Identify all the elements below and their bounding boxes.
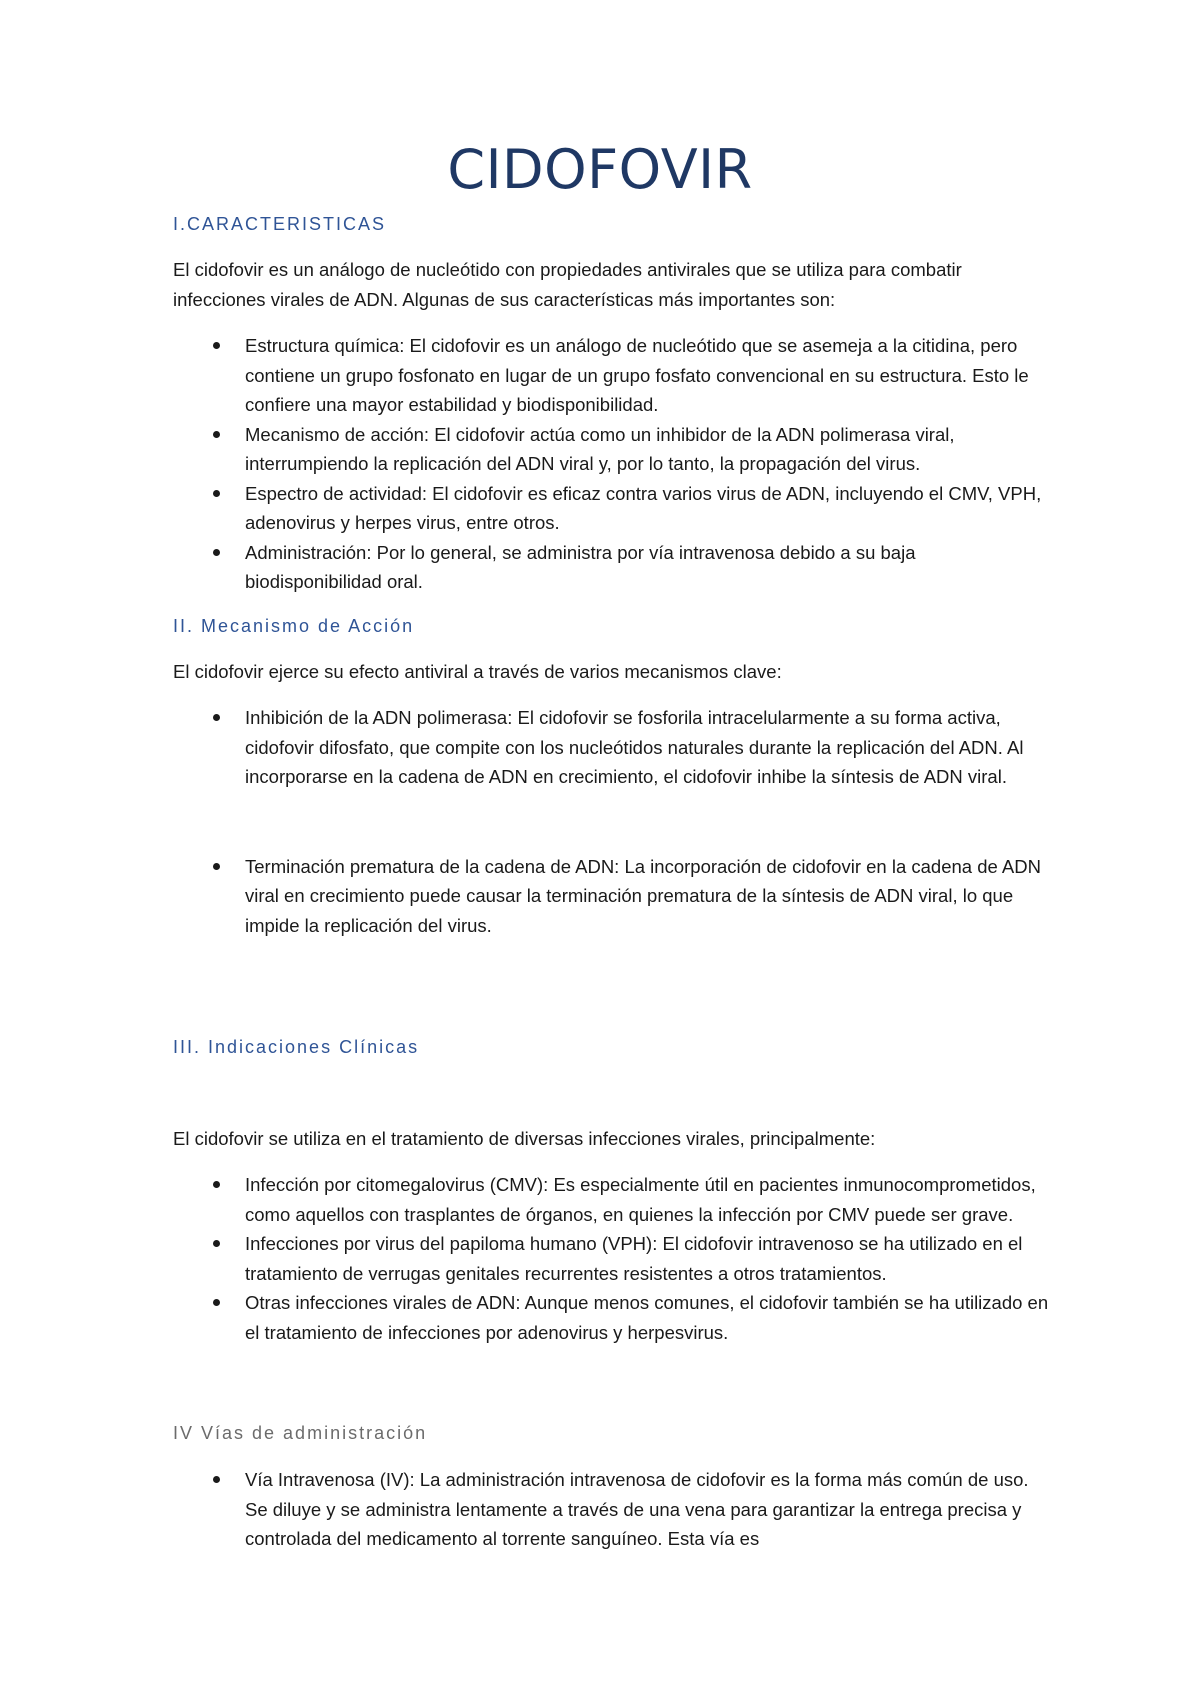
list-item-text: Vía Intravenosa (IV): La administración intravenosa de cidofovir es la forma más común de uso. Se diluye y se administra lentamente a través de una vena para garantizar la entrega precisa y controlada del medicamento al torrente sanguíneo. Esta vía es bbox=[245, 1469, 1029, 1549]
section-heading-caracteristicas: I.CARACTERISTICAS bbox=[173, 214, 387, 234]
section-intro-indicaciones: El cidofovir se utiliza en el tratamiento de diversas infecciones virales, principalmente: bbox=[173, 1128, 876, 1149]
list-item-text: Otras infecciones virales de ADN: Aunque menos comunes, el cidofovir también se ha utilizado en el tratamiento de infecciones por adenovirus y herpesvirus. bbox=[245, 1292, 1049, 1343]
list-item bbox=[173, 1288, 1053, 1347]
list-item bbox=[173, 852, 1053, 941]
list-caracteristicas bbox=[173, 331, 1053, 597]
list-item bbox=[173, 479, 1053, 538]
list-item-text: Terminación prematura de la cadena de ADN: La incorporación de cidofovir en la cadena de ADN viral en crecimiento puede causar la terminación prematura de la síntesis de ADN viral, lo que impide la replicación del virus. bbox=[245, 855, 1041, 936]
bullet-icon bbox=[213, 714, 220, 721]
list-item-text: Inhibición de la ADN polimerasa: El cidofovir se fosforila intracelularmente a su forma activa, cidofovir difosfato, que compite con los nucleótidos naturales durante la replicación del ADN. Al incorporarse en la cadena de ADN en crecimiento, el cidofovir inhibe la síntesis de ADN viral. bbox=[245, 707, 1024, 787]
document-title: CIDOFOVIR bbox=[447, 138, 753, 201]
list-mecanismo bbox=[173, 703, 1053, 940]
list-indicaciones bbox=[173, 1170, 1053, 1347]
bullet-icon bbox=[213, 1181, 220, 1188]
list-item bbox=[173, 703, 1053, 792]
bullet-icon bbox=[213, 431, 220, 438]
list-vias bbox=[173, 1465, 1053, 1554]
list-item bbox=[173, 1170, 1053, 1229]
section-intro-caracteristicas: El cidofovir es un análogo de nucleótido con propiedades antivirales que se utiliza para combatir infecciones virales de ADN. Algunas de sus características más importantes son: bbox=[173, 259, 962, 310]
bullet-icon bbox=[213, 342, 220, 349]
list-item-text: Estructura química: El cidofovir es un análogo de nucleótido que se asemeja a la citidina, pero contiene un grupo fosfonato en lugar de un grupo fosfato convencional en su estructura. Esto le confiere una mayor estabilidad y biodisponibilidad. bbox=[245, 335, 1029, 415]
list-item-text: Espectro de actividad: El cidofovir es eficaz contra varios virus de ADN, incluyendo el CMV, VPH, adenovirus y herpes virus, entre otros. bbox=[245, 482, 1042, 533]
list-item bbox=[173, 420, 1053, 479]
section-heading-mecanismo: II. Mecanismo de Acción bbox=[173, 616, 415, 636]
bullet-icon bbox=[213, 1299, 220, 1306]
bullet-icon bbox=[213, 1240, 220, 1247]
list-item-text: Infección por citomegalovirus (CMV): Es especialmente útil en pacientes inmunocomprometidos, como aquellos con trasplantes de órganos, en quienes la infección por CMV puede ser grave. bbox=[245, 1174, 1036, 1225]
list-item bbox=[173, 1229, 1053, 1288]
bullet-icon bbox=[213, 1476, 220, 1483]
list-item-text: Infecciones por virus del papiloma humano (VPH): El cidofovir intravenoso se ha utilizado en el tratamiento de verrugas genitales recurrentes resistentes a otros tratamientos. bbox=[245, 1233, 1023, 1284]
section-heading-vias: IV Vías de administración bbox=[173, 1423, 428, 1443]
list-item bbox=[173, 1465, 1053, 1554]
list-item-text: Administración: Por lo general, se administra por vía intravenosa debido a su baja biodisponibilidad oral. bbox=[245, 541, 916, 592]
section-heading-indicaciones: III. Indicaciones Clínicas bbox=[173, 1037, 420, 1057]
bullet-icon bbox=[213, 490, 220, 497]
list-item bbox=[173, 538, 1053, 597]
section-intro-mecanismo: El cidofovir ejerce su efecto antiviral a través de varios mecanismos clave: bbox=[173, 661, 782, 682]
list-item-text: Mecanismo de acción: El cidofovir actúa como un inhibidor de la ADN polimerasa viral, interrumpiendo la replicación del ADN viral y, por lo tanto, la propagación del virus. bbox=[245, 423, 955, 474]
bullet-icon bbox=[213, 863, 220, 870]
bullet-icon bbox=[213, 549, 220, 556]
list-item bbox=[173, 331, 1053, 420]
